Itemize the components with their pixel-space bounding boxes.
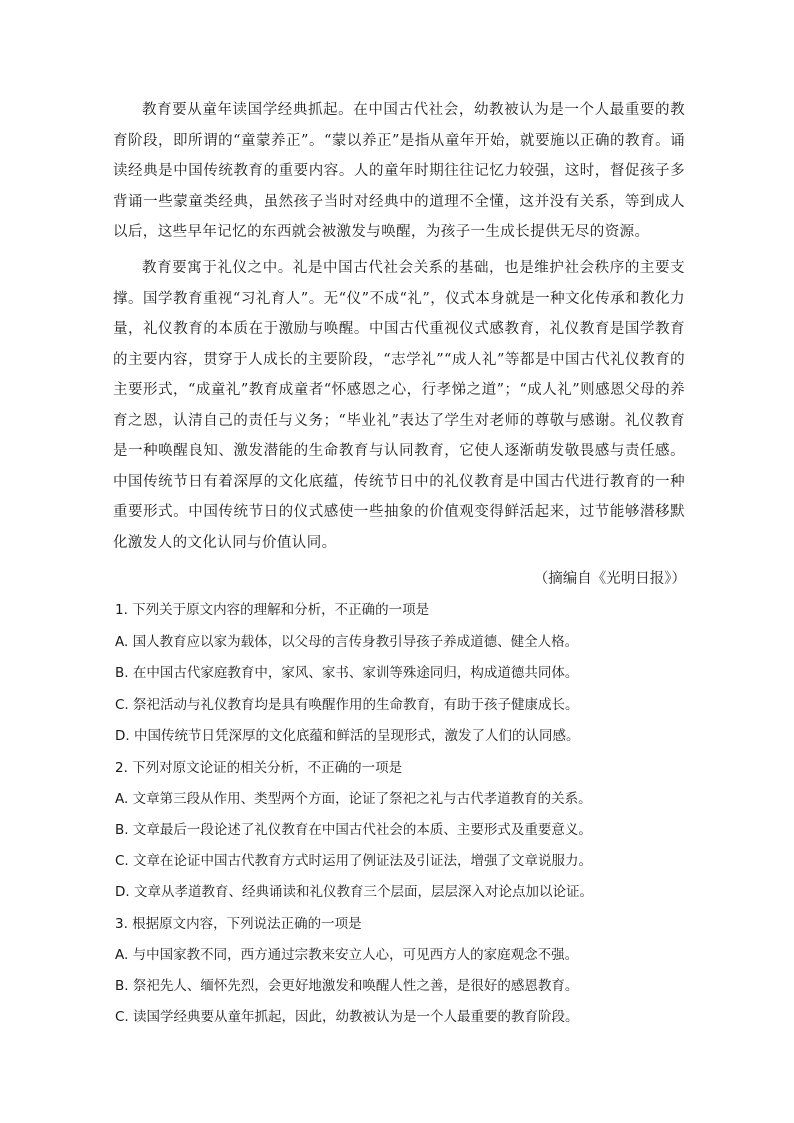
question-1-option-b[interactable]: B. 在中国古代家庭教育中，家风、家书、家训等殊途同归，构成道德共同体。 [115,665,579,681]
question-1-option-c[interactable]: C. 祭祀活动与礼仪教育均是具有唤醒作用的生命教育，有助于孩子健康成长。 [115,697,579,713]
passage-paragraph-2: 教育要寓于礼仪之中。礼是中国古代社会关系的基础，也是维护社会秩序的主要支撑。国学教育重视“习礼育人”。无“仪”不成“礼”，仪式本身就是一种文化传承和教化力量，礼仪教育的本质在于激励与唤醒。中国古代重视仪式感教育，礼仪教育是国学教育的主要内容，贯穿于人成长的主要阶段，“志学礼”“成人礼”等都是中国古代礼仪教育的主要形式，“成童礼”教育成童者“怀感恩之心，行孝悌之道”；“成人礼”则感恩父母的养育之恩，认清自己的责任与义务；“毕业礼”表达了学生对老师的尊敬与感谢。礼仪教育是一种唤醒良知、激发潜能的生命教育与认同教育，它使人逐渐萌发敬畏感与责任感。中国传统节日有着深厚的文化底蕴，传统节日中的礼仪教育是中国古代进行教育的一种重要形式。中国传统节日的仪式感使一些抽象的价值观变得鲜活起来，过节能够潜移默化激发人的文化认同与价值认同。 [113,260,685,551]
question-3-option-a[interactable]: A. 与中国家教不同，西方通过宗教来安立人心，可见西方人的家庭观念不强。 [115,947,579,963]
question-3-option-b[interactable]: B. 祭祀先人、缅怀先烈，会更好地激发和唤醒人性之善，是很好的感恩教育。 [115,978,579,994]
question-3-stem: 3. 根据原文内容，下列说法正确的一项是 [115,916,362,932]
passage-source: （摘编自《光明日报》） [533,571,686,587]
question-2-stem: 2. 下列对原文论证的相关分析，不正确的一项是 [115,760,403,776]
question-1-option-d[interactable]: D. 中国传统节日凭深厚的文化底蕴和鲜活的呈现形式，激发了人们的认同感。 [115,728,580,744]
question-2-option-a[interactable]: A. 文章第三段从作用、类型两个方面，论证了祭祀之礼与古代孝道教育的关系。 [115,791,592,807]
question-1-option-a[interactable]: A. 国人教育应以家为载体，以父母的言传身教引导孩子养成道德、健全人格。 [115,634,579,650]
question-2-option-d[interactable]: D. 文章从孝道教育、经典诵读和礼仪教育三个层面，层层深入对论点加以论证。 [115,884,593,900]
question-2-option-b[interactable]: B. 文章最后一段论述了礼仪教育在中国古代社会的本质、主要形式及重要意义。 [115,822,592,838]
question-1-stem: 1. 下列关于原文内容的理解和分析，不正确的一项是 [115,602,430,618]
passage-paragraph-1: 教育要从童年读国学经典抓起。在中国古代社会，幼教被认为是一个人最重要的教育阶段，即所谓的“童蒙养正”。“蒙以养正”是指从童年开始，就要施以正确的教育。诵读经典是中国传统教育的重要内容。人的童年时期往往记忆力较强，这时，督促孩子多背诵一些蒙童类经典，虽然孩子当时对经典中的道理不全懂，这并没有关系，等到成人以后，这些早年记忆的东西就会被激发与唤醒，为孩子一生成长提供无尽的资源。 [113,102,685,240]
question-2-option-c[interactable]: C. 文章在论证中国古代教育方式时运用了例证法及引证法，增强了文章说服力。 [115,853,593,869]
question-3-option-c[interactable]: C. 读国学经典要从童年抓起，因此，幼教被认为是一个人最重要的教育阶段。 [115,1009,579,1025]
